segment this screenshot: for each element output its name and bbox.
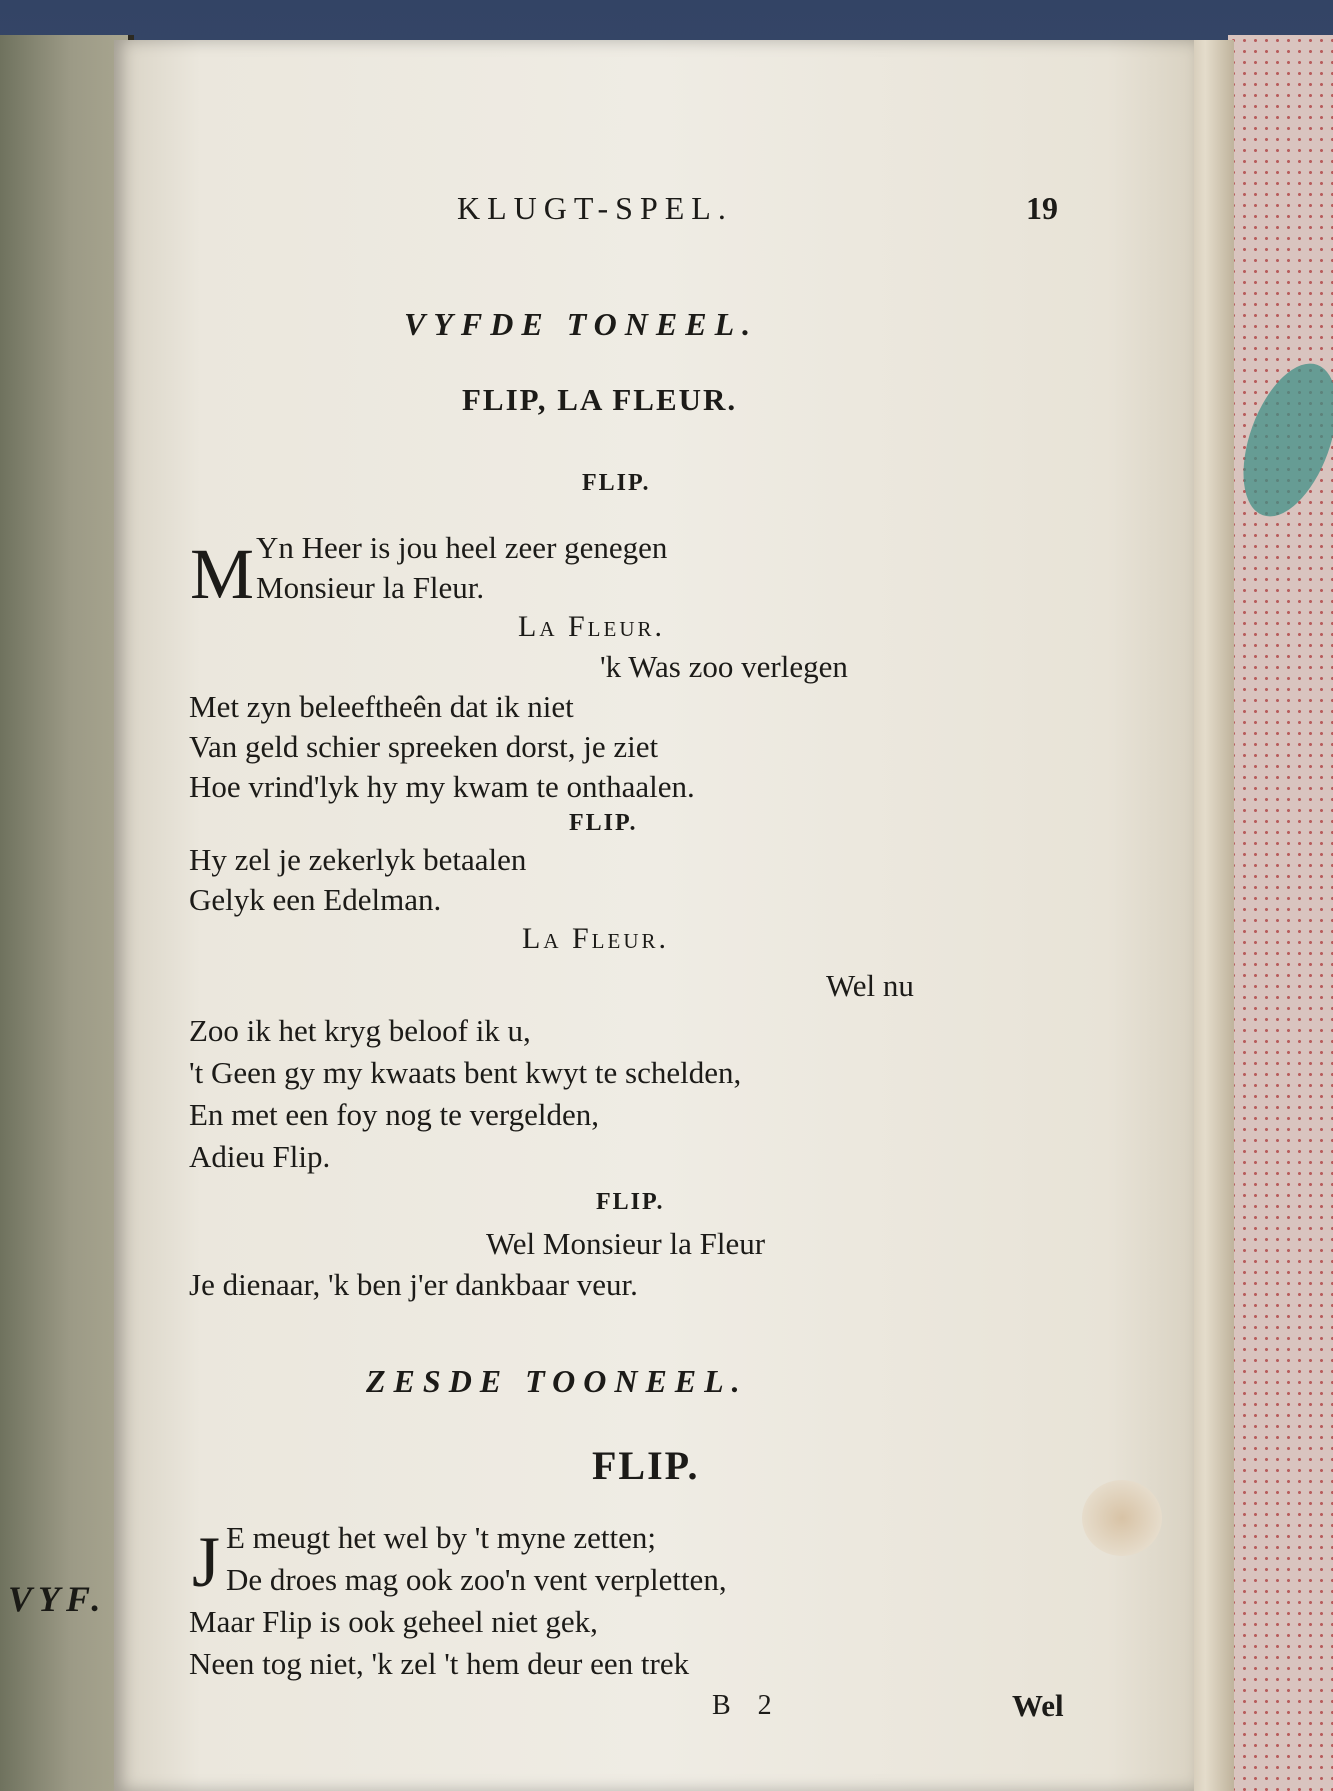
scene5-heading: VYFDE TONEEL. <box>404 306 759 342</box>
page-number: 19 <box>1026 190 1058 226</box>
scene6-line4: Neen tog niet, 'k zel 't hem deur een trek <box>189 1646 690 1681</box>
scene5-speaker5: FLIP. <box>596 1189 665 1215</box>
scene5-line3: 'k Was zoo verlegen <box>600 649 848 684</box>
scene5-speaker4: La Fleur. <box>522 922 670 955</box>
scene5-line6: Hoe vrind'lyk hy my kwam te onthaalen. <box>189 769 695 804</box>
scene5-speaker1: FLIP. <box>582 470 651 496</box>
scene6-heading: ZESDE TOONEEL. <box>366 1363 748 1399</box>
scene5-line7: Hy zel je zekerlyk betaalen <box>189 842 527 877</box>
scene5-line9: Wel nu <box>826 968 914 1003</box>
scene5-line1: Yn Heer is jou heel zeer genegen <box>256 530 668 565</box>
paper-stain <box>1082 1480 1162 1556</box>
scene5-speaker2: La Fleur. <box>518 610 666 643</box>
catchword: Wel <box>1012 1688 1064 1723</box>
scene5-characters: FLIP, LA FLEUR. <box>462 382 738 417</box>
signature-mark: B 2 <box>712 1690 782 1721</box>
scene6-line3: Maar Flip is ook geheel niet gek, <box>189 1604 598 1639</box>
scene5-line11: 't Geen gy my kwaats bent kwyt te schelden, <box>189 1055 742 1090</box>
scene6-line2: De droes mag ook zoo'n vent verpletten, <box>226 1562 727 1597</box>
scene6-dropcap: J <box>192 1522 221 1602</box>
scene5-line14: Wel Monsieur la Fleur <box>486 1226 766 1261</box>
scene6-line1: E meugt het wel by 't myne zetten; <box>226 1520 656 1555</box>
scene5-line4: Met zyn beleeftheên dat ik niet <box>189 689 574 724</box>
scene5-line12: En met een foy nog te vergelden, <box>189 1097 600 1132</box>
scene5-line10: Zoo ik het kryg beloof ik u, <box>189 1013 531 1048</box>
marbled-endpaper <box>1228 35 1333 1791</box>
left-page-catchword: VYF. <box>8 1579 107 1619</box>
scene5-line15: Je dienaar, 'k ben j'er dankbaar veur. <box>189 1267 638 1302</box>
running-title: KLUGT-SPEL. <box>457 190 733 226</box>
book-page <box>114 40 1194 1791</box>
scene5-line8: Gelyk een Edelman. <box>189 882 442 917</box>
scene5-speaker3: FLIP. <box>569 810 638 836</box>
scene5-line2: Monsieur la Fleur. <box>256 570 485 605</box>
scene5-dropcap: M <box>190 534 255 614</box>
scene5-line13: Adieu Flip. <box>189 1139 331 1174</box>
scene5-line5: Van geld schier spreeken dorst, je ziet <box>189 729 659 764</box>
scene6-speaker: FLIP. <box>592 1443 700 1488</box>
